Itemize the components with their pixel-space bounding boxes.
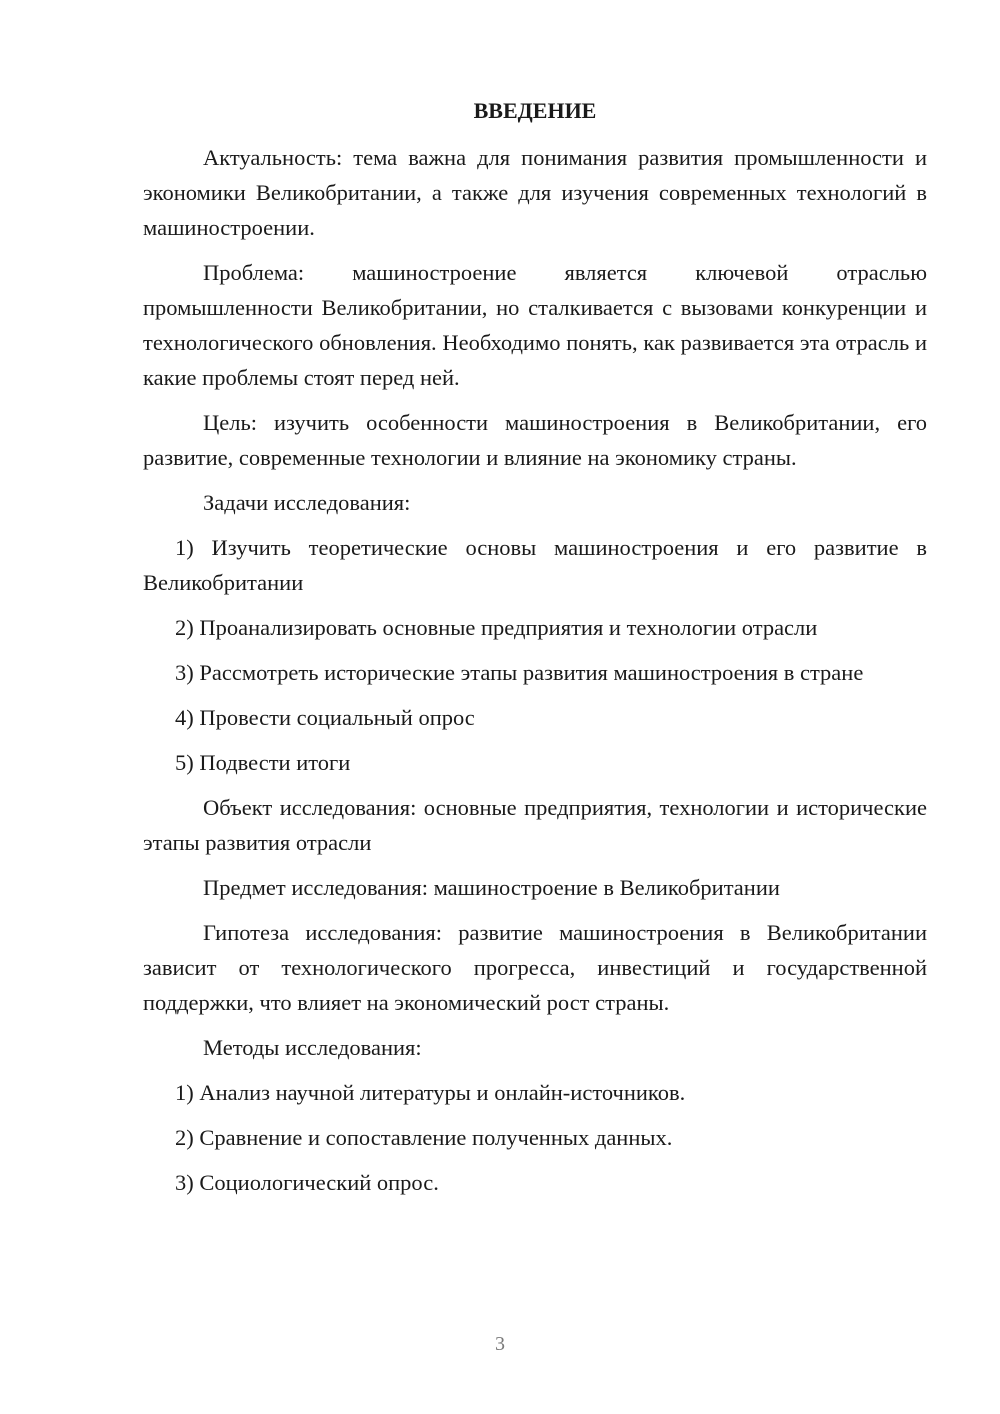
task-item: 2) Проанализировать основные предприятия и технологии отрасли bbox=[175, 615, 818, 640]
task-item: 4) Провести социальный опрос bbox=[175, 705, 475, 730]
document-page bbox=[143, 92, 927, 1210]
task-item: 3) Рассмотреть исторические этапы развития машиностроения в стране bbox=[175, 660, 864, 685]
method-item: 2) Сравнение и сопоставление полученных данных. bbox=[175, 1125, 673, 1150]
tasks-heading: Задачи исследования: bbox=[203, 490, 411, 515]
subject-paragraph: Предмет исследования: машиностроение в Великобритании bbox=[203, 875, 780, 900]
page-title: ВВЕДЕНИЕ bbox=[473, 98, 597, 123]
method-item: 3) Социологический опрос. bbox=[175, 1170, 439, 1195]
relevance-paragraph: Актуальность: тема важна для понимания развития промышленности и экономики Великобритании, а также для изучения современных технологий в машиностроении. bbox=[143, 145, 927, 240]
goal-paragraph: Цель: изучить особенности машиностроения в Великобритании, его развитие, современные технологии и влияние на экономику страны. bbox=[143, 410, 927, 470]
hypothesis-paragraph: Гипотеза исследования: развитие машиностроения в Великобритании зависит от технологического прогресса, инвестиций и государственной поддержки, что влияет на экономический рост страны. bbox=[143, 920, 927, 1015]
problem-paragraph: Проблема: машиностроение является ключевой отраслью промышленности Великобритании, но сталкивается с вызовами конкуренции и технологического обновления. Необходимо понять, как развивается эта отрасль и какие проблемы стоят перед ней. bbox=[143, 260, 927, 390]
task-item: 1) Изучить теоретические основы машиностроения и его развитие в Великобритании bbox=[143, 535, 927, 595]
method-item: 1) Анализ научной литературы и онлайн-источников. bbox=[175, 1080, 686, 1105]
page-number: 3 bbox=[495, 1333, 505, 1355]
object-paragraph: Объект исследования: основные предприятия, технологии и исторические этапы развития отрасли bbox=[143, 795, 927, 855]
methods-heading: Методы исследования: bbox=[203, 1035, 422, 1060]
task-item: 5) Подвести итоги bbox=[175, 750, 351, 775]
